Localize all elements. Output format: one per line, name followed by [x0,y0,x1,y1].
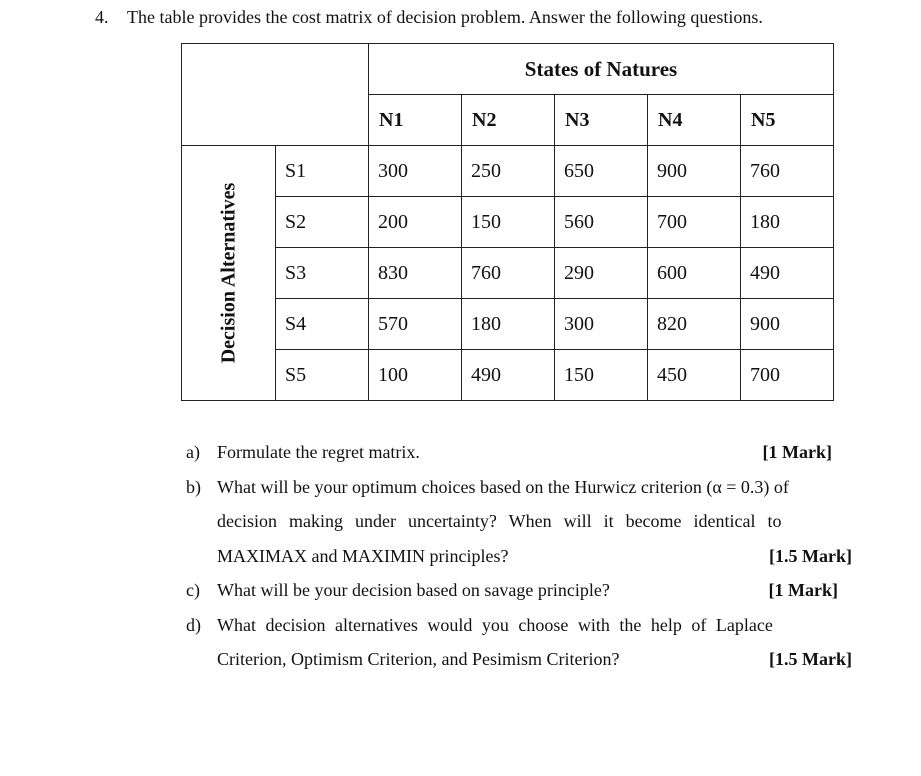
question-text: The table provides the cost matrix of decision problem. Answer the following questions. [127,7,763,27]
column-header: N2 [462,95,555,146]
subquestion-d [186,608,858,643]
justified-text: decision making under uncertainty? When will it become identical to [217,511,782,531]
subquestion-letter: d) [186,614,201,635]
decision-alternatives-header [182,146,276,401]
subquestion-b [186,470,858,505]
subquestion-list [186,435,858,677]
column-header: N5 [741,95,834,146]
cost-matrix-table [181,43,834,401]
column-header: N4 [648,95,741,146]
subquestion-text-line: Criterion, Optimism Criterion, and Pesimism Criterion? [217,649,620,669]
table-cell: 700 [648,197,741,248]
subquestion-text-line: What will be your optimum choices based on the Hurwicz criterion (α = 0.3) of [217,476,789,497]
column-header: N3 [555,95,648,146]
states-of-nature-header: States of Natures [369,44,834,95]
table-cell: 300 [369,146,462,197]
mark-label: [1.5 Mark] [769,545,852,566]
table-cell: 900 [741,299,834,350]
table-cell: 830 [369,248,462,299]
decision-alternatives-label: Decision Alternatives [217,182,239,364]
table-cell: 490 [462,350,555,401]
table-cell: 180 [462,299,555,350]
subquestion-d-continued [186,642,858,677]
table-cell: 650 [555,146,648,197]
subquestion-text-line: MAXIMAX and MAXIMIN principles? [217,545,509,566]
subquestion-text-line [217,504,858,539]
subquestion-letter: b) [186,476,201,497]
table-cell: 900 [648,146,741,197]
row-header: S3 [276,248,369,299]
table-cell: 300 [555,299,648,350]
subquestion-c [186,573,858,608]
subquestion-a [186,435,858,470]
subquestion-text: Formulate the regret matrix. [217,442,420,462]
table-cell: 700 [741,350,834,401]
table-corner [182,44,369,146]
subquestion-text-line: What decision alternatives would you choose with the help of Laplace [217,614,773,635]
table-cell: 600 [648,248,741,299]
subquestion-b-continued [186,504,858,539]
table-header-row [182,44,834,95]
table-cell: 820 [648,299,741,350]
table-cell: 760 [741,146,834,197]
row-header: S2 [276,197,369,248]
table-row [182,299,834,350]
table-cell: 180 [741,197,834,248]
subquestion-letter: a) [186,442,200,462]
table-cell: 250 [462,146,555,197]
table-row [182,350,834,401]
table-row [182,146,834,197]
table-cell: 760 [462,248,555,299]
table-cell: 290 [555,248,648,299]
table-cell: 150 [555,350,648,401]
table-row [182,197,834,248]
row-header: S5 [276,350,369,401]
table-row [182,248,834,299]
question-number: 4. [95,7,109,27]
mark-label: [1 Mark] [768,580,838,600]
table-cell: 100 [369,350,462,401]
row-header: S4 [276,299,369,350]
table-cell: 200 [369,197,462,248]
table-cell: 570 [369,299,462,350]
table-cell: 150 [462,197,555,248]
row-header: S1 [276,146,369,197]
subquestion-b-continued [186,539,858,574]
table-cell: 450 [648,350,741,401]
table-cell: 560 [555,197,648,248]
mark-label: [1 Mark] [762,442,832,462]
mark-label: [1.5 Mark] [769,649,852,669]
subquestion-letter: c) [186,580,200,600]
column-header: N1 [369,95,462,146]
subquestion-text: What will be your decision based on savage principle? [217,580,610,600]
table-cell: 490 [741,248,834,299]
